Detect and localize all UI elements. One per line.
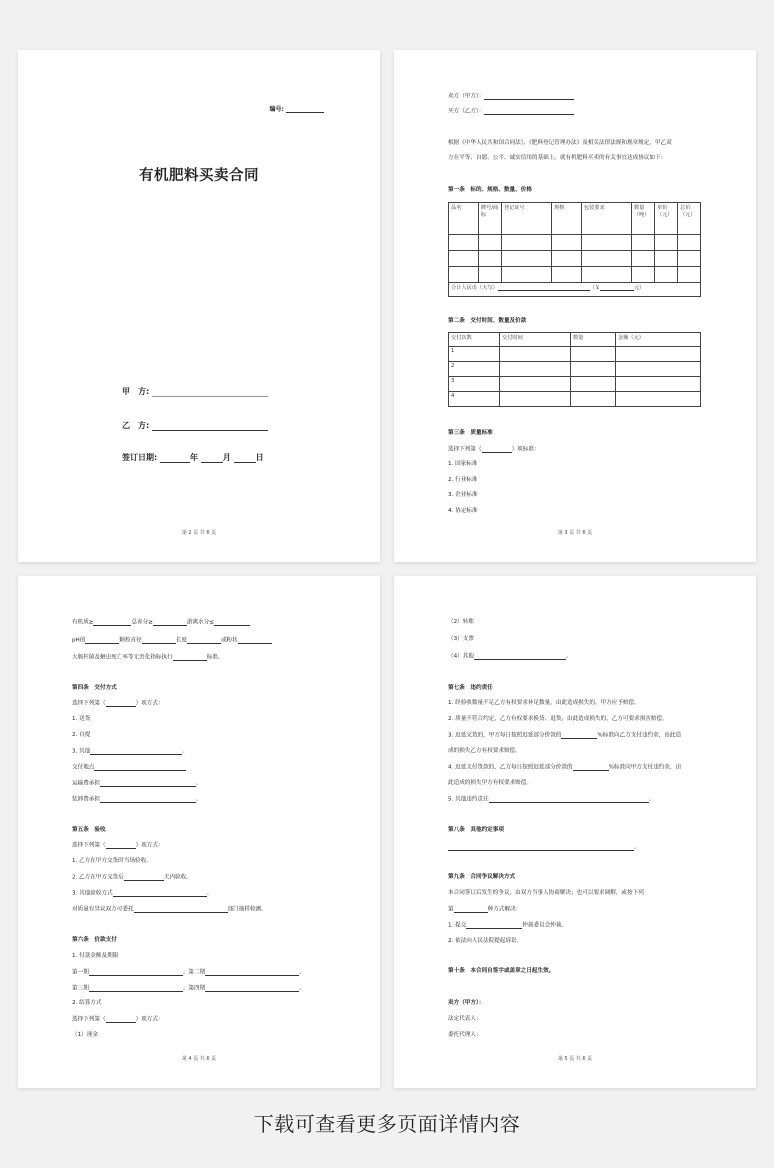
- payment-item: 2. 结算方式: [72, 1000, 102, 1006]
- seller-line: [448, 93, 574, 100]
- particle-diameter-label: 颗粒直径: [119, 637, 142, 644]
- select-label-end: ）项标准：: [511, 446, 540, 453]
- select-label: 选择下列第（: [448, 446, 482, 453]
- article-2-title: 第二条 交付时间、数量及价款: [448, 318, 527, 324]
- article-7-title: 第七条 违约责任: [448, 685, 493, 691]
- standard-item: 4. 协定标准: [448, 508, 478, 514]
- buyer-line: [448, 108, 574, 115]
- goods-header-cell: 单价（元）: [655, 203, 678, 235]
- delivery-method-item: 2. 自提: [72, 732, 91, 738]
- day-label: 日: [255, 453, 264, 462]
- other-liability-label: 5. 其他违约责任: [448, 796, 489, 803]
- delivery-row: [449, 392, 701, 407]
- inspection-item: 3. 其他验收方式 。: [72, 890, 213, 897]
- contract-number-label: 编号:: [269, 106, 284, 113]
- sign-date-field: [122, 452, 264, 463]
- period-2-label: ；第二期: [182, 969, 206, 976]
- page-footer: 第 5 页 共 6 页: [557, 1056, 593, 1062]
- article-3-select: [448, 446, 540, 453]
- document-page-4: [394, 576, 756, 1088]
- inspection-item: [72, 874, 192, 881]
- liability-item-cont: 此造成的损失甲方有权要求赔偿。: [448, 780, 532, 786]
- delivery-header-cell: 金额（元）: [616, 333, 701, 347]
- document-page-cover: [18, 50, 380, 562]
- inspection-days-label: 2. 乙方在甲方交货后: [72, 874, 124, 881]
- article-5-select: [72, 842, 164, 849]
- arbitration-suffix: 仲裁委员会仲裁。: [522, 922, 568, 929]
- article-1-title: 第一条 标的、规格、数量、价格: [448, 187, 532, 193]
- total-unit: 元）: [634, 285, 645, 291]
- delivery-row-number: 4: [449, 392, 500, 407]
- payment-item: 1. 付款金额及期限: [72, 953, 119, 959]
- select-label: 选择下列第（: [72, 700, 106, 707]
- payment-method-item: （1）现金: [72, 1032, 98, 1038]
- goods-header-cell: 登记证号: [501, 203, 551, 235]
- other-terms-line: 。: [448, 844, 640, 851]
- quality-line-1: [72, 619, 250, 626]
- transport-fee-field: 运输费承担 。: [72, 780, 202, 787]
- delivery-method-item: 3. 其他 。: [72, 748, 188, 755]
- party-a-label: 甲 方:: [122, 387, 150, 396]
- dispute-item: [448, 922, 567, 929]
- article-10: 第十条 本合同自签字或盖章之日起生效。: [448, 968, 555, 974]
- quality-line-3: [72, 654, 224, 661]
- loading-fee-label: 装卸费承担: [72, 796, 100, 803]
- goods-row: [449, 267, 701, 283]
- sample-test-suffix: 部门抽样检测。: [227, 906, 267, 913]
- dispute-select-label: 第: [448, 906, 454, 913]
- dispute-item: 2. 依法向人民法院提起诉讼。: [448, 938, 523, 944]
- article-8-title: 第八条 其他约定事项: [448, 827, 504, 833]
- powder-label: 或粉状: [220, 637, 238, 644]
- document-page-2: [394, 50, 756, 562]
- dispute-text: 本合同签订后发生的争议，由双方当事人协商解决；也可以要求调解，或按下列: [448, 890, 644, 896]
- article-6-select: [72, 1016, 164, 1023]
- payment-method-item: （4）其他 。: [448, 653, 572, 660]
- delivery-row-number: 2: [449, 362, 500, 377]
- party-a-field: [122, 386, 268, 397]
- arbitration-label: 1. 提交: [448, 922, 467, 929]
- dispute-method-select: [448, 906, 521, 913]
- delivery-header-cell: 交付次数: [449, 333, 500, 347]
- delivery-table: [448, 332, 701, 407]
- legal-representative: 法定代表人：: [448, 1016, 482, 1022]
- contract-title: 有机肥料买卖合同: [139, 168, 259, 184]
- harmless-index-label: 大肠杆菌及蛔虫死亡率等无害化指标执行: [72, 654, 173, 661]
- ph-label: pH值: [72, 637, 86, 644]
- select-label: 选择下列第（: [72, 1016, 106, 1023]
- liability-item-cont: 成的损失乙方有权要求赔偿。: [448, 748, 521, 754]
- delivery-header-cell: 交付时间: [500, 333, 571, 347]
- delivery-row: [449, 362, 701, 377]
- article-3-title: 第三条 质量标准: [448, 430, 493, 436]
- delivery-row: [449, 377, 701, 392]
- goods-table: [448, 202, 701, 297]
- period-1-label: 第一期: [72, 969, 89, 976]
- goods-header-cell: 品名: [449, 203, 479, 235]
- select-label-end: ）项方式：: [135, 842, 164, 849]
- quality-line-2: [72, 637, 272, 644]
- goods-header-cell: 牌号/商标: [478, 203, 501, 235]
- other-payment-label: （4）其他: [448, 653, 474, 660]
- delay-delivery-label: 3. 迟延交货的，甲方每日按照迟延部分价款的: [448, 732, 562, 739]
- contract-number: [270, 104, 325, 113]
- delivery-row-number: 3: [449, 377, 500, 392]
- liability-item: 1. 经验收数量不足乙方有权要求补足数量，由此造成损失的，甲方应予赔偿。: [448, 700, 640, 706]
- year-label: 年: [190, 453, 198, 462]
- period-4-label: ；第四期: [182, 985, 206, 992]
- organic-matter-label: 有机质≥: [72, 619, 94, 626]
- goods-header-cell: 包装要求: [581, 203, 631, 235]
- authorized-agent: 委托代理人：: [448, 1032, 482, 1038]
- goods-total-cell: [449, 283, 701, 297]
- liability-item: [448, 732, 681, 739]
- standard-suffix: 标准。: [206, 654, 224, 661]
- article-5-title: 第五条 验收: [72, 827, 106, 833]
- standard-item: 1. 国家标准: [448, 461, 478, 467]
- goods-header-cell: 数量（吨）: [632, 203, 655, 235]
- liability-item: [448, 764, 681, 771]
- delivery-row: [449, 347, 701, 362]
- dispute-select-suffix: 种方式解决：: [487, 906, 522, 913]
- article-9-title: 第九条 合同争议解决方式: [448, 874, 516, 880]
- delivery-place-field: [72, 764, 186, 771]
- seller-label: 卖方（甲方）：: [448, 93, 485, 100]
- delay-delivery-suffix: %标准向乙方支付违约金，由此造: [597, 732, 682, 739]
- payment-method-item: （3）支票: [448, 636, 474, 642]
- download-caption: 下载可查看更多页面详情内容: [253, 1112, 521, 1136]
- delivery-header-cell: 数量: [571, 333, 616, 347]
- select-label-end: ）项方式：: [135, 1016, 164, 1023]
- total-nutrient-label: 总养分≥: [131, 619, 153, 626]
- seller-signature: 卖方（甲方）：: [448, 1000, 485, 1006]
- loading-fee-field: 装卸费承担 。: [72, 796, 202, 803]
- select-label: 选择下列第（: [72, 842, 106, 849]
- page-footer: 第 2 页 共 6 页: [181, 530, 217, 536]
- article-4-title: 第四条 交付方式: [72, 685, 117, 691]
- document-page-3: [18, 576, 380, 1088]
- delivery-place-label: 交付地点: [72, 764, 95, 771]
- page-footer: 第 3 页 共 6 页: [557, 530, 593, 536]
- inspection-days-suffix: 天内验收。: [163, 874, 192, 881]
- party-b-label: 乙 方:: [122, 421, 150, 430]
- buyer-label: 买方（乙方）：: [448, 108, 485, 115]
- free-water-label: 游离水分≤: [186, 619, 214, 626]
- inspection-item: [72, 906, 267, 913]
- transport-fee-label: 运输费承担: [72, 780, 100, 787]
- other-inspection-label: 3. 其他验收方式: [72, 890, 113, 897]
- goods-header-cell: 总价（元）: [678, 203, 701, 235]
- goods-row: [449, 235, 701, 251]
- payment-method-item: （2）转账: [448, 619, 474, 625]
- payment-periods-1-2: 第一期 ；第二期 ，: [72, 969, 305, 976]
- delivery-method-item: 1. 送货: [72, 716, 91, 722]
- standard-item: 3. 企业标准: [448, 492, 478, 498]
- goods-header-cell: 规格: [551, 203, 581, 235]
- liability-item: 2. 质量不符合约定，乙方有权要求换货、退货，由此造成损失的，乙方可要求损害赔偿。: [448, 716, 668, 722]
- delay-payment-suffix: %标准向甲方支付违约金，由: [608, 764, 682, 771]
- article-6-title: 第六条 价款支付: [72, 937, 117, 943]
- select-label-end: ）项方式：: [135, 700, 164, 707]
- article-4-select: [72, 700, 164, 707]
- liability-item: 5. 其他违约责任 。: [448, 796, 655, 803]
- page-footer: 第 4 页 共 6 页: [181, 1056, 217, 1062]
- party-b-field: [122, 420, 268, 431]
- intro-line-1: 根据《中华人民共和国合同法》，《肥料登记管理办法》及相关法律法规和规章规定，甲乙双: [448, 140, 672, 146]
- total-label: 合计人民币（大写）: [451, 285, 498, 291]
- intro-line-2: 方在平等、自愿、公平、诚实信用的基础上，就有机肥料买卖的有关事宜达成协议如下：: [448, 155, 667, 161]
- delivery-row-number: 1: [449, 347, 500, 362]
- goods-row: [449, 251, 701, 267]
- delay-payment-label: 4. 迟延支付货款的，乙方每日按照迟延部分价款的: [448, 764, 573, 771]
- length-label: 长度: [175, 637, 187, 644]
- other-label: 3. 其他: [72, 748, 91, 755]
- payment-periods-3-4: 第三期 ；第四期 。: [72, 985, 305, 992]
- standard-item: 2. 行业标准: [448, 477, 478, 483]
- sign-date-label: 签订日期:: [122, 453, 158, 462]
- month-label: 月: [222, 453, 231, 462]
- total-symbol: （￥: [589, 285, 601, 291]
- inspection-item: 1. 乙方在甲方交货时当场验收。: [72, 858, 152, 864]
- objection-label: 对质量有异议双方可委托: [72, 906, 134, 913]
- period-3-label: 第三期: [72, 985, 89, 992]
